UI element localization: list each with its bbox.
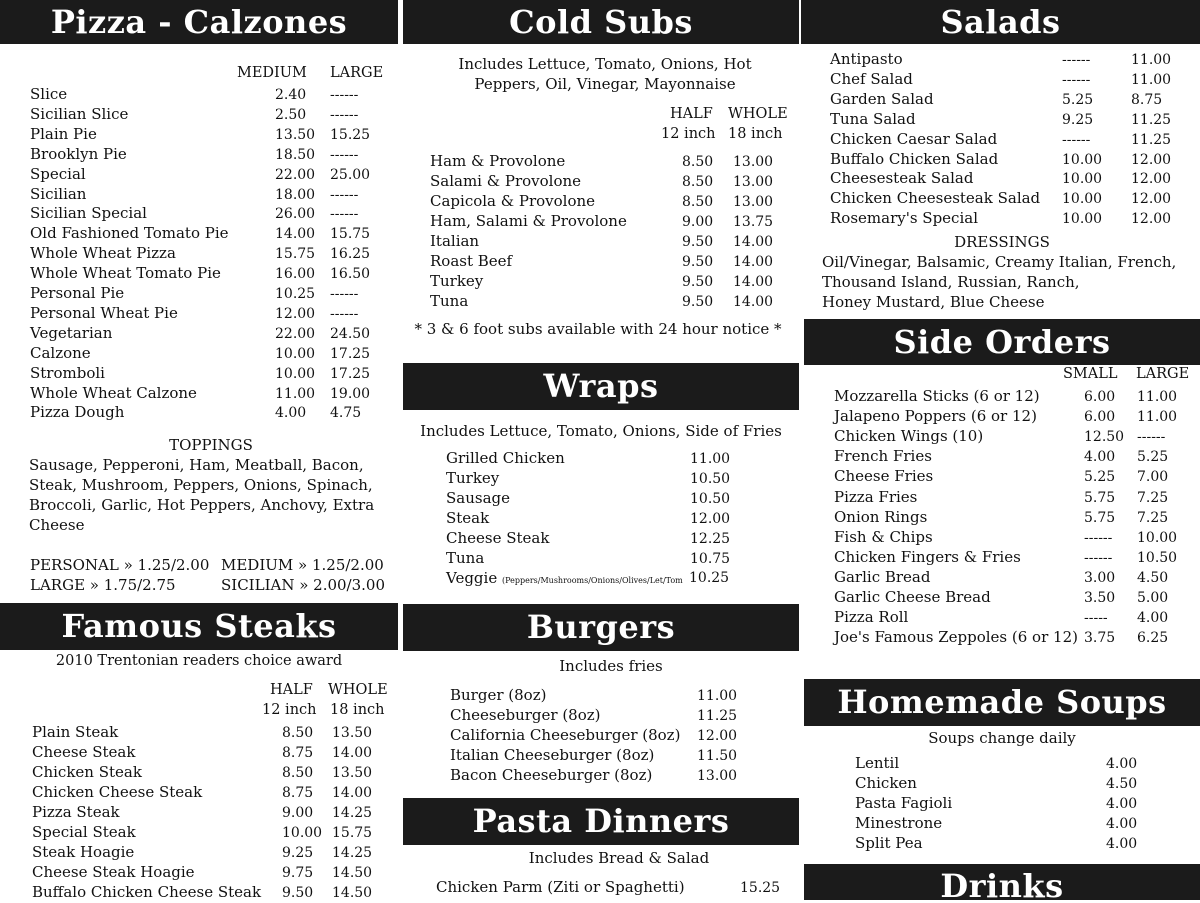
pizza-item-large: ------ — [330, 305, 359, 322]
wrap-item-price: 12.25 — [690, 531, 731, 547]
steak-item-half: 9.25 — [282, 845, 314, 861]
steak-item-whole: 14.50 — [332, 865, 373, 881]
burger-item-name: Burger (8oz) — [450, 686, 547, 704]
pasta-dinners-title: Pasta Dinners — [472, 802, 730, 840]
salad-item-large: 11.00 — [1131, 71, 1172, 88]
steak-item-name: Steak Hoagie — [32, 843, 135, 861]
pizza-item-name: Sicilian Special — [30, 204, 147, 223]
side-item-name: Chicken Fingers & Fries — [834, 547, 1021, 566]
homemade-soups-title: Homemade Soups — [837, 683, 1167, 721]
pizza-item-large: 16.50 — [330, 266, 371, 283]
side-item-small: ----- — [1084, 610, 1108, 627]
pizza-item-name: Sicilian — [30, 184, 87, 203]
side-item-small: 6.00 — [1084, 389, 1116, 405]
salad-item-name: Chicken Cheesesteak Salad — [830, 189, 1041, 208]
steak-item-name: Plain Steak — [32, 723, 119, 741]
burger-item-price: 11.00 — [697, 688, 738, 704]
sub-item-half: 8.50 — [682, 154, 714, 170]
side-item-large: 10.50 — [1137, 549, 1178, 566]
cold-subs-title: Cold Subs — [509, 3, 693, 41]
topping-price-large: LARGE » 1.75/2.75 — [30, 576, 176, 594]
veggie-price: 10.25 — [689, 570, 730, 586]
famous-steaks-title: Famous Steaks — [61, 607, 337, 645]
wrap-item-name: Sausage — [446, 489, 510, 507]
salad-item-name: Rosemary's Special — [830, 209, 978, 228]
pizza-item-large: ------ — [330, 186, 359, 203]
burger-item-price: 12.00 — [697, 728, 738, 744]
salad-item-large: 12.00 — [1131, 171, 1172, 188]
sub-item-whole: 14.00 — [733, 294, 774, 310]
pizza-item-name: Vegetarian — [30, 323, 113, 342]
steak-item-name: Special Steak — [32, 823, 136, 841]
wrap-item-price: 12.00 — [690, 511, 731, 527]
pizza-item-name: Whole Wheat Tomato Pie — [30, 264, 221, 283]
wraps-title: Wraps — [543, 367, 659, 405]
steak-item-whole: 13.50 — [332, 765, 373, 781]
side-item-small: 12.50 — [1084, 429, 1125, 446]
pizza-item-large: ------ — [330, 87, 359, 103]
sub-item-whole: 13.00 — [733, 174, 774, 190]
wrap-item-price: 10.75 — [690, 551, 731, 567]
steak-item-half: 9.75 — [282, 865, 314, 881]
pizza-item-large: ------ — [330, 106, 359, 123]
salad-item-small: 9.25 — [1062, 111, 1094, 128]
sub-item-name: Roast Beef — [430, 252, 513, 270]
topping-price-personal: PERSONAL » 1.25/2.00 — [30, 556, 210, 574]
wrap-item-price: 11.00 — [690, 451, 731, 467]
salad-item-name: Tuna Salad — [830, 109, 916, 128]
pizza-item-name: Pizza Dough — [30, 403, 125, 422]
pizza-item-medium: 10.00 — [275, 345, 316, 362]
side-item-name: Garlic Bread — [834, 567, 931, 586]
side-item-large: 7.25 — [1137, 509, 1169, 526]
steak-item-half: 8.50 — [282, 725, 314, 741]
soup-item-name: Pasta Fagioli — [855, 794, 953, 813]
side-item-large: ------ — [1137, 429, 1166, 446]
salad-item-small: 10.00 — [1062, 191, 1103, 208]
wrap-item-price: 10.50 — [690, 471, 731, 487]
steak-item-name: Cheese Steak Hoagie — [32, 863, 195, 881]
famous-steaks-banner — [0, 603, 398, 650]
sub-item-half: 9.00 — [682, 214, 714, 230]
salads-banner — [801, 0, 1200, 44]
pizza-item-large: ------ — [330, 286, 359, 302]
steak-item-whole: 14.00 — [332, 785, 373, 801]
pizza-item-medium: 10.25 — [275, 286, 316, 302]
pizza-item-name: Sicilian Slice — [30, 104, 129, 123]
sides-col-small: SMALL — [1063, 366, 1118, 382]
sub-item-half: 8.50 — [682, 174, 714, 190]
pizza-item-large: 15.75 — [330, 226, 371, 243]
steak-item-name: Pizza Steak — [32, 803, 120, 821]
salad-item-small: ------ — [1062, 71, 1091, 88]
pizza-item-medium: 26.00 — [275, 206, 316, 223]
burger-item-price: 11.50 — [697, 748, 738, 764]
side-item-name: Chicken Wings (10) — [834, 427, 984, 446]
wraps-banner — [403, 363, 799, 410]
veggie-note: (Peppers/Mushrooms/Onions/Olives/Let/Tom — [502, 576, 683, 585]
wraps-item-veggie — [446, 568, 683, 591]
side-item-small: 4.00 — [1084, 449, 1116, 466]
soup-item-price: 4.50 — [1106, 776, 1138, 793]
side-item-small: ------ — [1084, 529, 1113, 546]
side-item-large: 7.25 — [1137, 489, 1169, 506]
wrap-item-name: Grilled Chicken — [446, 449, 565, 467]
side-item-name: French Fries — [834, 447, 932, 466]
side-item-name: Fish & Chips — [834, 527, 933, 546]
sub-item-whole: 13.00 — [733, 154, 774, 170]
pizza-item-large: 24.50 — [330, 325, 371, 342]
sub-item-whole: 13.00 — [733, 194, 774, 210]
toppings-line: Sausage, Pepperoni, Ham, Meatball, Bacon, — [29, 456, 364, 474]
toppings-line: Steak, Mushroom, Peppers, Onions, Spinach, — [29, 476, 373, 494]
side-item-small: 3.00 — [1084, 569, 1116, 586]
salad-item-large: 11.00 — [1131, 52, 1172, 68]
soup-item-name: Chicken — [855, 774, 917, 793]
topping-price-medium: MEDIUM » 1.25/2.00 — [221, 556, 384, 574]
side-item-name: Garlic Cheese Bread — [834, 588, 991, 606]
wraps-description: Includes Lettuce, Tomato, Onions, Side of Fries — [420, 422, 782, 440]
salad-item-name: Cheesesteak Salad — [830, 169, 974, 188]
side-item-small: 6.00 — [1084, 409, 1116, 426]
drinks-banner — [804, 864, 1200, 900]
side-item-large: 4.50 — [1137, 569, 1169, 586]
salad-item-large: 12.00 — [1131, 151, 1172, 168]
dressings-line: Oil/Vinegar, Balsamic, Creamy Italian, French, — [822, 253, 1177, 271]
burger-item-name: Italian Cheeseburger (8oz) — [450, 746, 655, 764]
pizza-item-large: ------ — [330, 146, 359, 163]
sub-item-whole: 13.75 — [733, 214, 774, 230]
subs-note: * 3 & 6 foot subs available with 24 hour notice * — [414, 320, 782, 338]
pizza-item-large: 16.25 — [330, 246, 371, 263]
pizza-item-medium: 2.40 — [275, 87, 307, 103]
steaks-col-whole-size: 18 inch — [330, 702, 385, 718]
pizza-item-medium: 11.00 — [275, 385, 316, 402]
side-item-small: 5.25 — [1084, 469, 1116, 486]
soup-item-name: Lentil — [855, 754, 900, 772]
side-orders-banner — [804, 319, 1200, 365]
sub-item-half: 9.50 — [682, 254, 714, 270]
salad-item-name: Antipasto — [830, 50, 903, 68]
sides-col-large: LARGE — [1136, 366, 1190, 382]
salad-item-large: 11.25 — [1131, 131, 1172, 148]
pizza-item-medium: 4.00 — [275, 405, 307, 422]
salad-item-small: ------ — [1062, 52, 1091, 68]
sub-item-half: 9.50 — [682, 274, 714, 290]
side-item-name: Mozzarella Sticks (6 or 12) — [834, 387, 1040, 405]
salad-item-small: 10.00 — [1062, 151, 1103, 168]
sub-item-name: Ham & Provolone — [430, 152, 566, 170]
pizza-calzones-banner — [0, 0, 398, 44]
salad-item-large: 12.00 — [1131, 211, 1172, 228]
side-item-name: Pizza Roll — [834, 608, 909, 627]
sub-item-name: Turkey — [430, 272, 484, 290]
drinks-title: Drinks — [940, 867, 1064, 900]
burgers-title: Burgers — [526, 608, 676, 646]
steak-item-half: 8.75 — [282, 785, 314, 801]
wrap-item-price: 10.50 — [690, 491, 731, 507]
side-item-small: ------ — [1084, 549, 1113, 566]
side-item-large: 6.25 — [1137, 630, 1169, 647]
salad-item-small: ------ — [1062, 131, 1091, 148]
salad-item-name: Garden Salad — [830, 89, 934, 108]
sub-item-half: 8.50 — [682, 194, 714, 210]
salad-item-name: Buffalo Chicken Salad — [830, 149, 999, 168]
steak-item-name: Chicken Steak — [32, 763, 142, 781]
side-item-small: 3.50 — [1084, 590, 1116, 606]
toppings-title: TOPPINGS — [169, 436, 253, 454]
pasta-item-name: Chicken Parm (Ziti or Spaghetti) — [436, 878, 685, 896]
sub-item-name: Salami & Provolone — [430, 172, 582, 190]
side-item-large: 11.00 — [1137, 409, 1178, 426]
veggie-label: Veggie — [446, 569, 498, 587]
burgers-banner — [403, 604, 799, 651]
side-item-large: 7.00 — [1137, 469, 1169, 486]
burger-item-price: 11.25 — [697, 708, 738, 724]
side-item-name: Joe's Famous Zeppoles (6 or 12) — [834, 628, 1078, 647]
salad-item-name: Chicken Caesar Salad — [830, 129, 998, 148]
side-item-small: 3.75 — [1084, 630, 1116, 647]
steak-item-half: 9.00 — [282, 805, 314, 821]
steak-item-half: 10.00 — [282, 825, 323, 841]
side-item-large: 4.00 — [1137, 610, 1169, 627]
dressings-line: Honey Mustard, Blue Cheese — [822, 293, 1045, 311]
pizza-item-medium: 10.00 — [275, 365, 316, 382]
sub-item-whole: 14.00 — [733, 254, 774, 270]
side-item-name: Pizza Fries — [834, 487, 918, 506]
salad-item-name: Chef Salad — [830, 69, 913, 88]
steak-item-whole: 14.25 — [332, 845, 373, 861]
pizza-item-name: Brooklyn Pie — [30, 144, 127, 163]
pasta-description: Includes Bread & Salad — [528, 849, 710, 867]
pizza-item-medium: 22.00 — [275, 166, 316, 183]
pasta-dinners-banner — [403, 798, 799, 845]
side-item-name: Jalapeno Poppers (6 or 12) — [834, 407, 1037, 426]
soup-item-name: Split Pea — [855, 834, 923, 853]
pizza-item-medium: 2.50 — [275, 106, 307, 123]
topping-price-sicilian: SICILIAN » 2.00/3.00 — [221, 576, 386, 594]
salad-item-small: 10.00 — [1062, 211, 1103, 228]
pizza-item-medium: 13.50 — [275, 126, 316, 143]
soup-item-price: 4.00 — [1106, 836, 1138, 853]
steaks-col-half: HALF — [270, 682, 313, 698]
toppings-line: Cheese — [29, 516, 85, 534]
pizza-col-medium: MEDIUM — [237, 65, 307, 81]
pasta-item-price: 15.25 — [740, 880, 781, 896]
pizza-item-large: ------ — [330, 206, 359, 223]
subs-col-half: HALF — [670, 106, 713, 122]
pizza-item-large: 17.25 — [330, 345, 371, 362]
salad-item-large: 8.75 — [1131, 91, 1163, 108]
pizza-item-medium: 18.00 — [275, 186, 316, 203]
subs-description-line-2: Peppers, Oil, Vinegar, Mayonnaise — [474, 75, 736, 93]
subs-col-whole: WHOLE — [728, 106, 788, 122]
steak-item-name: Chicken Cheese Steak — [32, 783, 203, 801]
steak-item-name: Cheese Steak — [32, 743, 136, 761]
side-item-name: Onion Rings — [834, 507, 928, 526]
burger-item-name: Bacon Cheeseburger (8oz) — [450, 766, 653, 784]
subs-col-half-size: 12 inch — [661, 126, 716, 142]
side-item-large: 10.00 — [1137, 529, 1178, 546]
side-item-small: 5.75 — [1084, 509, 1116, 526]
steaks-col-half-size: 12 inch — [262, 702, 317, 718]
steak-item-whole: 14.25 — [332, 805, 373, 821]
sub-item-name: Ham, Salami & Provolone — [430, 212, 627, 230]
steak-item-whole: 15.75 — [332, 825, 373, 841]
pizza-item-medium: 14.00 — [275, 226, 316, 243]
wrap-item-name: Cheese Steak — [446, 529, 550, 547]
burger-item-price: 13.00 — [697, 768, 738, 784]
pizza-item-name: Plain Pie — [30, 124, 97, 143]
pizza-item-name: Personal Wheat Pie — [30, 303, 178, 322]
side-item-large: 11.00 — [1137, 389, 1178, 405]
sub-item-whole: 14.00 — [733, 274, 774, 290]
pizza-item-medium: 12.00 — [275, 305, 316, 322]
salad-item-large: 12.00 — [1131, 191, 1172, 208]
sub-item-whole: 14.00 — [733, 234, 774, 250]
steak-item-half: 9.50 — [282, 885, 314, 901]
pizza-item-large: 15.25 — [330, 126, 371, 143]
steak-item-half: 8.75 — [282, 745, 314, 761]
sub-item-name: Tuna — [430, 292, 469, 310]
subs-description-line-1: Includes Lettuce, Tomato, Onions, Hot — [458, 55, 752, 73]
burgers-description: Includes fries — [559, 657, 663, 675]
side-item-large: 5.25 — [1137, 449, 1169, 466]
steak-item-whole: 14.50 — [332, 885, 373, 901]
side-item-large: 5.00 — [1137, 590, 1169, 606]
pizza-item-name: Slice — [30, 85, 68, 103]
pizza-item-name: Stromboli — [30, 363, 105, 382]
sub-item-name: Capicola & Provolone — [430, 192, 596, 210]
burger-item-name: Cheeseburger (8oz) — [450, 706, 601, 724]
soups-description: Soups change daily — [928, 729, 1076, 747]
cold-subs-banner — [403, 0, 799, 44]
steak-item-whole: 14.00 — [332, 745, 373, 761]
salads-title: Salads — [940, 3, 1061, 41]
side-orders-title: Side Orders — [893, 323, 1111, 361]
wrap-item-name: Steak — [446, 509, 490, 527]
salad-item-large: 11.25 — [1131, 111, 1172, 128]
soup-item-price: 4.00 — [1106, 756, 1138, 772]
pizza-item-large: 19.00 — [330, 385, 371, 402]
wrap-item-name: Tuna — [446, 549, 485, 567]
pizza-item-medium: 22.00 — [275, 325, 316, 342]
side-item-name: Cheese Fries — [834, 467, 934, 486]
wrap-item-name: Turkey — [446, 469, 500, 487]
steaks-award: 2010 Trentonian readers choice award — [55, 653, 343, 669]
soup-item-price: 4.00 — [1106, 816, 1138, 833]
pizza-item-name: Calzone — [30, 343, 91, 362]
steak-item-half: 8.50 — [282, 765, 314, 781]
pizza-item-large: 25.00 — [330, 166, 371, 183]
pizza-calzones-title: Pizza - Calzones — [50, 3, 348, 41]
burger-item-name: California Cheeseburger (8oz) — [450, 726, 681, 744]
sub-item-name: Italian — [430, 232, 480, 250]
pizza-item-medium: 15.75 — [275, 246, 316, 263]
steak-item-name: Buffalo Chicken Cheese Steak — [32, 883, 262, 901]
pizza-item-name: Whole Wheat Pizza — [30, 244, 176, 263]
steak-item-whole: 13.50 — [332, 725, 373, 741]
salad-item-small: 10.00 — [1062, 171, 1103, 188]
salad-item-small: 5.25 — [1062, 91, 1094, 108]
soup-item-price: 4.00 — [1106, 796, 1138, 813]
subs-col-whole-size: 18 inch — [728, 126, 783, 142]
toppings-line: Broccoli, Garlic, Hot Peppers, Anchovy, Extra — [29, 496, 375, 514]
pizza-item-medium: 18.50 — [275, 146, 316, 163]
pizza-item-large: 4.75 — [330, 405, 362, 422]
steaks-col-whole: WHOLE — [328, 682, 388, 698]
dressings-title: DRESSINGS — [954, 233, 1050, 251]
pizza-item-name: Whole Wheat Calzone — [30, 383, 197, 402]
pizza-item-name: Personal Pie — [30, 284, 125, 302]
pizza-item-medium: 16.00 — [275, 266, 316, 283]
pizza-col-large: LARGE — [330, 65, 384, 81]
soup-item-name: Minestrone — [855, 814, 943, 833]
pizza-item-name: Old Fashioned Tomato Pie — [30, 224, 229, 243]
pizza-item-large: 17.25 — [330, 365, 371, 382]
dressings-line: Thousand Island, Russian, Ranch, — [822, 273, 1080, 291]
sub-item-half: 9.50 — [682, 294, 714, 310]
sub-item-half: 9.50 — [682, 234, 714, 250]
pizza-item-name: Special — [30, 164, 86, 183]
homemade-soups-banner — [804, 679, 1200, 726]
side-item-small: 5.75 — [1084, 489, 1116, 506]
